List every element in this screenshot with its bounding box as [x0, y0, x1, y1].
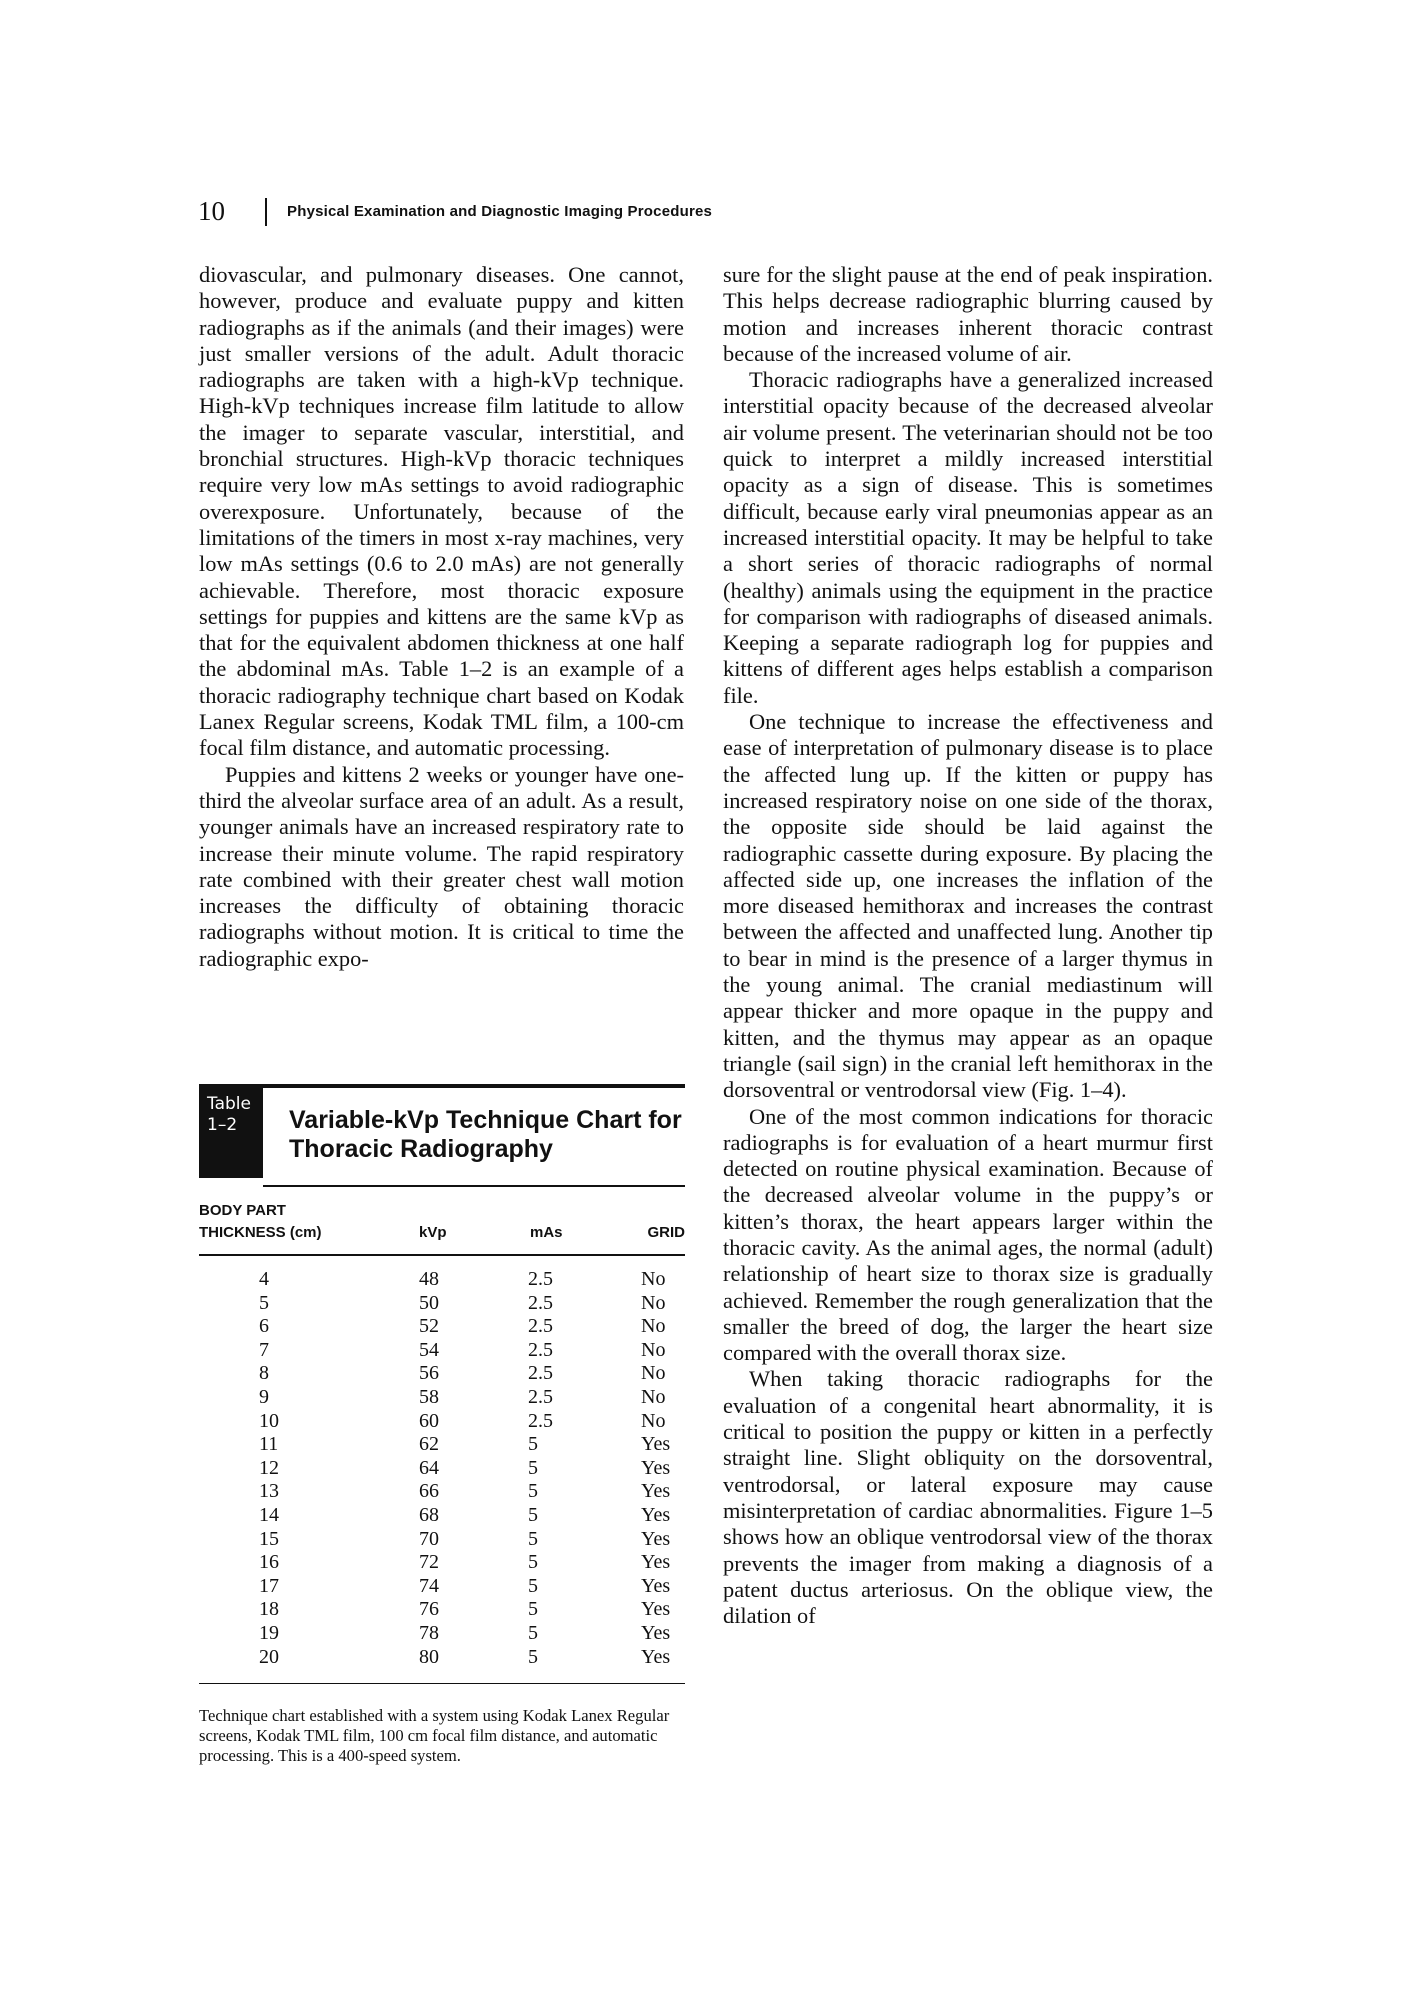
- cell-thickness: 5: [259, 1291, 269, 1314]
- cell-thickness: 18: [259, 1598, 279, 1621]
- table-badge: [199, 1084, 263, 1178]
- cell-thickness: 20: [259, 1645, 279, 1668]
- table-row: [199, 1315, 685, 1339]
- cell-mas: 5: [528, 1551, 538, 1574]
- cell-grid: Yes: [641, 1621, 671, 1644]
- table-row: [199, 1622, 685, 1646]
- cell-thickness: 7: [259, 1338, 269, 1361]
- cell-thickness: 14: [259, 1503, 279, 1526]
- cell-mas: 2.5: [528, 1268, 553, 1290]
- table-row: [199, 1646, 685, 1670]
- cell-kvp: 74: [419, 1574, 439, 1597]
- cell-thickness: 19: [259, 1621, 279, 1644]
- table-row: [199, 1457, 685, 1481]
- cell-kvp: 72: [419, 1551, 439, 1574]
- cell-kvp: 76: [419, 1598, 439, 1621]
- running-head-title: Physical Examination and Diagnostic Imaging Procedures: [287, 203, 713, 220]
- paragraph: When taking thoracic radiographs for the evaluation of a congenital heart abnormality, it is critical to position the puppy or kitten in a perfectly straight line. Slight obliquity on the dorsoventral, ventrodorsal, or lateral exposure may cause misinterpretation of cardiac abnormalities. Figure 1–5 shows how an oblique ventrodorsal view of the thorax prevents the imager from making a diagnosis of a patent ductus arteriosus. On the oblique view, the dilation of: [723, 1366, 1213, 1629]
- cell-grid: Yes: [641, 1574, 671, 1597]
- cell-grid: Yes: [641, 1433, 671, 1456]
- cell-mas: 5: [528, 1456, 538, 1479]
- right-column: [723, 262, 1213, 1629]
- paragraph: Puppies and kittens 2 weeks or younger have one-third the alveolar surface area of an adult. As a result, younger animals have an increased respiratory rate to increase their minute volume. The rapid respiratory rate combined with their greater chest wall motion increases the difficulty of obtaining thoracic radiographs without motion. It is critical to time the radiographic expo-: [199, 761, 684, 971]
- table-badge-word: Table: [207, 1094, 251, 1114]
- header-kvp: kVp: [419, 1224, 447, 1241]
- cell-grid: No: [641, 1385, 666, 1408]
- running-head: [198, 196, 712, 227]
- cell-thickness: 16: [259, 1551, 279, 1574]
- cell-kvp: 78: [419, 1621, 439, 1644]
- table-row: [199, 1504, 685, 1528]
- cell-mas: 2.5: [528, 1362, 553, 1385]
- table-title-wrap: [263, 1084, 685, 1178]
- cell-thickness: 10: [259, 1409, 279, 1432]
- cell-thickness: 15: [259, 1527, 279, 1550]
- cell-mas: 2.5: [528, 1385, 553, 1408]
- cell-mas: 5: [528, 1598, 538, 1621]
- cell-thickness: 12: [259, 1456, 279, 1479]
- cell-kvp: 62: [419, 1433, 439, 1456]
- table-row: [199, 1386, 685, 1410]
- cell-grid: Yes: [641, 1527, 671, 1550]
- cell-grid: Yes: [641, 1551, 671, 1574]
- technique-table: [199, 1084, 685, 1766]
- cell-mas: 2.5: [528, 1315, 553, 1338]
- table-row: [199, 1551, 685, 1575]
- cell-grid: No: [641, 1409, 666, 1432]
- paragraph: One of the most common indications for thoracic radiographs is for evaluation of a heart murmur first detected on routine physical examination. Because of the decreased alveolar volume in the puppy’s or kitten’s thorax, the heart appears larger within the thoracic cavity. As the animal ages, the normal (adult) relationship of heart size to thorax size is gradually achieved. Remember the rough generalization that the smaller the breed of dog, the larger the heart size compared with the overall thorax size.: [723, 1103, 1213, 1366]
- table-row: [199, 1575, 685, 1599]
- table-row: [199, 1433, 685, 1457]
- cell-mas: 5: [528, 1574, 538, 1597]
- cell-thickness: 9: [259, 1385, 269, 1408]
- paragraph: One technique to increase the effectiveness and ease of interpretation of pulmonary disease is to place the affected lung up. If the kitten or puppy has increased respiratory noise on one side of the thorax, the opposite side should be laid against the radiographic cassette during exposure. By placing the affected side up, one increases the inflation of the more diseased hemithorax and increases the contrast between the affected and unaffected lung. Another tip to bear in mind is the presence of a larger thymus in the young animal. The cranial mediastinum will appear thicker and more opaque in the puppy and kitten, and the thymus may appear as an opaque triangle (sail sign) in the cranial left hemithorax in the dorsoventral or ventrodorsal view (Fig. 1–4).: [723, 709, 1213, 1103]
- table-title-rule: [263, 1185, 685, 1187]
- table-title-line1: Variable-kVp Technique Chart for: [289, 1106, 682, 1134]
- left-column: [199, 262, 684, 972]
- paragraph: diovascular, and pulmonary diseases. One cannot, however, produce and evaluate puppy and kitten radiographs as if the animals (and their images) were just smaller versions of the adult. Adult thoracic radiographs are taken with a high-kVp technique. High-kVp techniques increase film latitude to allow the imager to separate vascular, interstitial, and bronchial structures. High-kVp thoracic techniques require very low mAs settings to avoid radiographic overexposure. Unfortunately, because of the limitations of the timers in most x-ray machines, very low mAs settings (0.6 to 2.0 mAs) are not generally achievable. Therefore, most thoracic exposure settings for puppies and kittens are the same kVp as that for the equivalent abdomen thickness at one half the abdominal mAs. Table 1–2 is an example of a thoracic radiography technique chart based on Kodak Lanex Regular screens, Kodak TML film, a 100-cm focal film distance, and automatic processing.: [199, 262, 684, 761]
- table-row: [199, 1268, 685, 1292]
- table-title-line2: Thoracic Radiography: [289, 1135, 553, 1163]
- cell-thickness: 13: [259, 1480, 279, 1503]
- cell-thickness: 11: [259, 1433, 279, 1456]
- cell-mas: 2.5: [528, 1409, 553, 1432]
- cell-kvp: 58: [419, 1385, 439, 1408]
- cell-grid: Yes: [641, 1503, 671, 1526]
- cell-grid: No: [641, 1362, 666, 1385]
- header-mas: mAs: [530, 1224, 563, 1241]
- cell-grid: No: [641, 1268, 666, 1290]
- cell-thickness: 6: [259, 1315, 269, 1338]
- header-grid: GRID: [647, 1224, 685, 1241]
- cell-kvp: 80: [419, 1645, 439, 1668]
- header-thickness-line2: THICKNESS (cm): [199, 1224, 322, 1241]
- cell-kvp: 48: [419, 1268, 439, 1290]
- head-divider: [265, 198, 267, 226]
- cell-mas: 2.5: [528, 1338, 553, 1361]
- cell-mas: 5: [528, 1621, 538, 1644]
- table-row: [199, 1480, 685, 1504]
- cell-kvp: 50: [419, 1291, 439, 1314]
- table-header: [199, 1084, 685, 1178]
- table-body: [199, 1256, 685, 1684]
- cell-thickness: 4: [259, 1268, 269, 1290]
- cell-grid: Yes: [641, 1480, 671, 1503]
- cell-kvp: 52: [419, 1315, 439, 1338]
- cell-mas: 5: [528, 1433, 538, 1456]
- cell-thickness: 17: [259, 1574, 279, 1597]
- table-row: [199, 1598, 685, 1622]
- header-thickness: [199, 1200, 364, 1244]
- cell-mas: 5: [528, 1503, 538, 1526]
- cell-grid: No: [641, 1291, 666, 1314]
- header-thickness-line1: BODY PART: [199, 1202, 286, 1219]
- table-row: [199, 1292, 685, 1316]
- table-footnote: Technique chart established with a system using Kodak Lanex Regular screens, Kodak TML film, 100 cm focal film distance, and automatic processing. This is a 400-speed system.: [199, 1706, 670, 1766]
- cell-kvp: 60: [419, 1409, 439, 1432]
- cell-grid: Yes: [641, 1598, 671, 1621]
- paragraph: sure for the slight pause at the end of peak inspiration. This helps decrease radiographic blurring caused by motion and increases inherent thoracic contrast because of the increased volume of air.: [723, 262, 1213, 366]
- cell-mas: 5: [528, 1645, 538, 1668]
- cell-thickness: 8: [259, 1362, 269, 1385]
- table-row: [199, 1362, 685, 1386]
- cell-kvp: 54: [419, 1338, 439, 1361]
- cell-grid: Yes: [641, 1456, 671, 1479]
- cell-kvp: 64: [419, 1456, 439, 1479]
- cell-kvp: 66: [419, 1480, 439, 1503]
- table-column-headers: [199, 1200, 685, 1256]
- cell-mas: 5: [528, 1480, 538, 1503]
- table-row: [199, 1410, 685, 1434]
- table-row: [199, 1528, 685, 1552]
- cell-grid: No: [641, 1338, 666, 1361]
- paragraph: Thoracic radiographs have a generalized increased interstitial opacity because of the decreased alveolar air volume present. The veterinarian should not be too quick to interpret a mildly increased interstitial opacity as a sign of disease. This is sometimes difficult, because early viral pneumonias appear as an increased interstitial opacity. It may be helpful to take a short series of thoracic radiographs of normal (healthy) animals using the equipment in the practice for comparison with radiographs of diseased animals. Keeping a separate radiograph log for puppies and kittens of different ages helps establish a comparison file.: [723, 367, 1213, 708]
- page-number: 10: [198, 196, 225, 226]
- cell-mas: 5: [528, 1527, 538, 1550]
- cell-grid: Yes: [641, 1645, 671, 1668]
- table-badge-number: 1–2: [207, 1115, 238, 1135]
- cell-kvp: 56: [419, 1362, 439, 1385]
- cell-kvp: 68: [419, 1503, 439, 1526]
- table-row: [199, 1339, 685, 1363]
- cell-mas: 2.5: [528, 1291, 553, 1314]
- cell-grid: No: [641, 1315, 666, 1338]
- cell-kvp: 70: [419, 1527, 439, 1550]
